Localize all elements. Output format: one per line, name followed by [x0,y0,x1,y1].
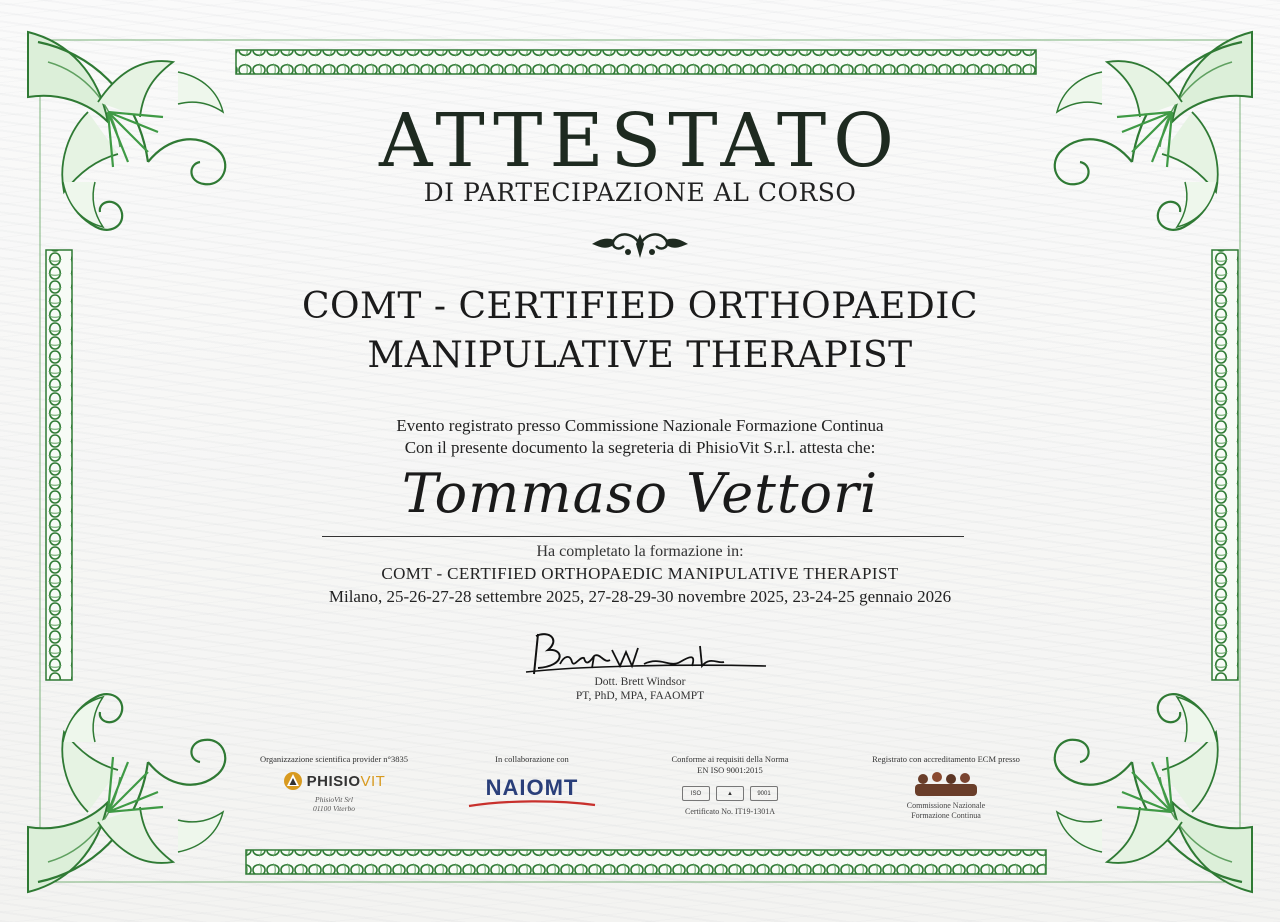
ecm-line-1: Commissione Nazionale [906,801,986,810]
ecm-logo-block [856,754,1036,821]
phisiovit-wordmark-main: PHISIO [306,772,361,790]
signer-titles: PT, PhD, MPA, FAAOMPT [575,690,705,702]
corner-ornament-bottom-left [28,694,225,892]
iso-logo-block [640,754,820,817]
phisiovit-logo [244,771,424,791]
intro-line-1: Evento registrato presso Commissione Nazionale Formazione Continua [396,416,884,435]
course-title-line-1: COMT - CERTIFIED ORTHOPAEDIC [301,286,979,327]
iso-caption-line-2: EN ISO 9001:2015 [697,765,763,775]
intro-text [0,415,1280,459]
phisiovit-logo-block [244,754,424,813]
signer-name: Dott. Brett Windsor [594,676,686,688]
course-title-line-2: MANIPULATIVE THERAPIST [367,335,913,376]
phisiovit-mark-icon [283,771,303,791]
ecm-caption: Registrato con accreditamento ECM presso [872,754,1020,764]
iso-badge-icon: ISO [682,786,710,801]
signature-image [520,626,770,681]
phisiovit-stamp-line-2: 01100 Viterbo [312,804,355,813]
iso-badge-icon: ▲ [716,786,744,801]
intro-line-2: Con il presente documento la segreteria di PhisioVit S.r.l. attesta che: [404,438,876,457]
certificate-title: ATTESTATO [379,98,901,184]
recipient-underline [322,536,964,537]
iso-caption-line-1: Conforme ai requisiti della Norma [671,754,789,764]
ecm-people-icon [911,771,981,797]
naiomt-wordmark: NAIOMT [485,775,579,800]
recipient-name: Tommaso Vettori [401,462,879,525]
iso-badge-icon: 9001 [750,786,778,801]
certificate-subtitle: DI PARTECIPAZIONE AL CORSO [423,178,857,207]
phisiovit-wordmark [307,773,386,790]
phisiovit-caption: Organizzazione scientifica provider n°3835 [260,754,408,764]
title-divider-ornament [590,224,690,264]
course-title [0,282,1280,380]
completed-label: Ha completato la formazione in: [536,543,744,560]
ecm-line-2: Formazione Continua [911,811,981,820]
corner-ornament-bottom-right [1055,694,1252,892]
iso-certificate-number: Certificato No. IT19-1301A [685,807,775,816]
naiomt-logo-block [442,754,622,809]
phisiovit-stamp [244,795,424,813]
phisiovit-wordmark-accent: VIT [360,772,386,790]
iso-badges [640,786,820,801]
naiomt-caption: In collaborazione con [495,754,569,764]
completed-course: COMT - CERTIFIED ORTHOPAEDIC MANIPULATIVE THERAPIST [381,564,899,583]
course-dates: Milano, 25-26-27-28 settembre 2025, 27-28-29-30 novembre 2025, 23-24-25 gennaio 2026 [328,587,952,606]
phisiovit-stamp-line-1: PhisioVit Srl [315,795,353,804]
